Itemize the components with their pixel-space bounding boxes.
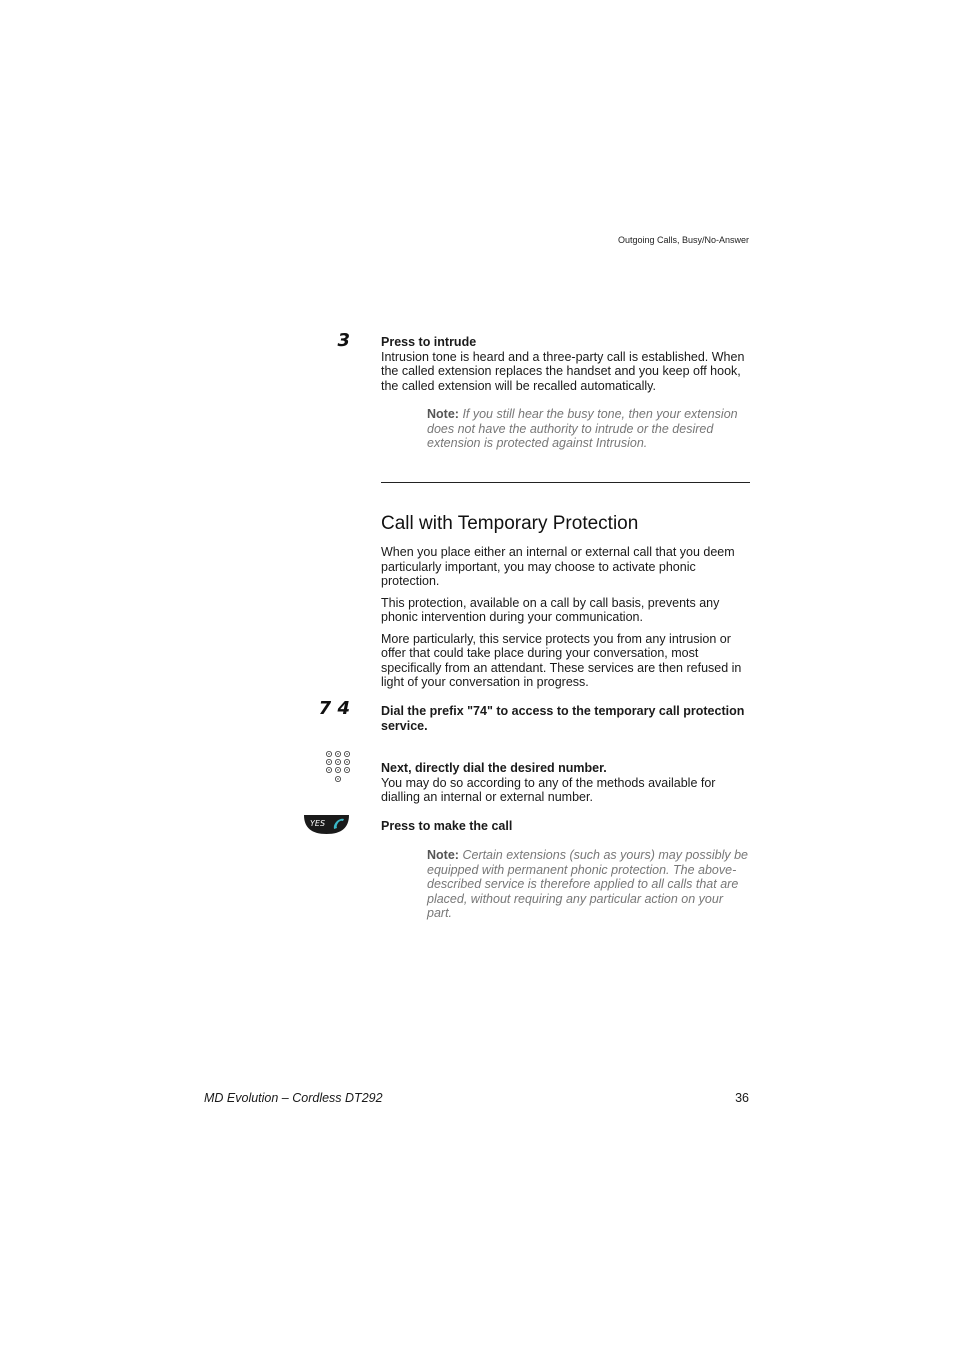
step-dial [381, 761, 750, 805]
section-body [381, 545, 750, 690]
section-title: Call with Temporary Protection [381, 513, 639, 534]
section-divider [381, 482, 750, 483]
step-dial-body: You may do so according to any of the methods available for dialling an internal or external number. [381, 775, 716, 804]
step-intrude-title: Press to intrude [381, 335, 477, 349]
keypad-icon [325, 750, 351, 784]
step-call-title: Press to make the call [381, 819, 513, 833]
section-paragraph-1: When you place either an internal or external call that you deem particularly important, you may choose to activate phonic protection. [381, 545, 735, 588]
step-dial-title: Next, directly dial the desired number. [381, 761, 607, 775]
step-key-3: 3 [337, 330, 350, 351]
note-label: Note: [427, 848, 459, 862]
step-intrude-body: Intrusion tone is heard and a three-party call is established. When the called extension replaces the handset and you keep off hook, the called extension will be recalled automatically. [381, 349, 745, 393]
footer-doc-title: MD Evolution – Cordless DT292 [204, 1091, 383, 1105]
section-paragraph-2: This protection, available on a call by call basis, prevents any phonic intervention during your communication. [381, 595, 720, 624]
note-permanent-protection [427, 848, 750, 921]
section-paragraph-3: More particularly, this service protects you from any intrusion or offer that could take place during your conversation, most specifically from an attendant. These services are then refused in light of your conversation in progress. [381, 631, 742, 689]
step-prefix-text: Dial the prefix "74" to access to the temporary call protection service. [381, 704, 745, 733]
note-intrusion [427, 407, 750, 451]
note-text: Certain extensions (such as yours) may possibly be equipped with permanent phonic protection. The above-described service is therefore applied to all calls that are placed, without requiring any particular action on your part. [427, 848, 748, 920]
step-key-74: 7 4 [318, 698, 350, 719]
step-intrude [381, 335, 750, 393]
note-text: If you still hear the busy tone, then your extension does not have the authority to intrude or the desired extension is protected against Intrusion. [427, 407, 738, 450]
page-number: 36 [735, 1091, 749, 1105]
note-label: Note: [427, 407, 459, 421]
running-header: Outgoing Calls, Busy/No-Answer [617, 235, 749, 245]
yes-button-icon [303, 814, 350, 835]
yes-button-label: YES [310, 819, 326, 828]
